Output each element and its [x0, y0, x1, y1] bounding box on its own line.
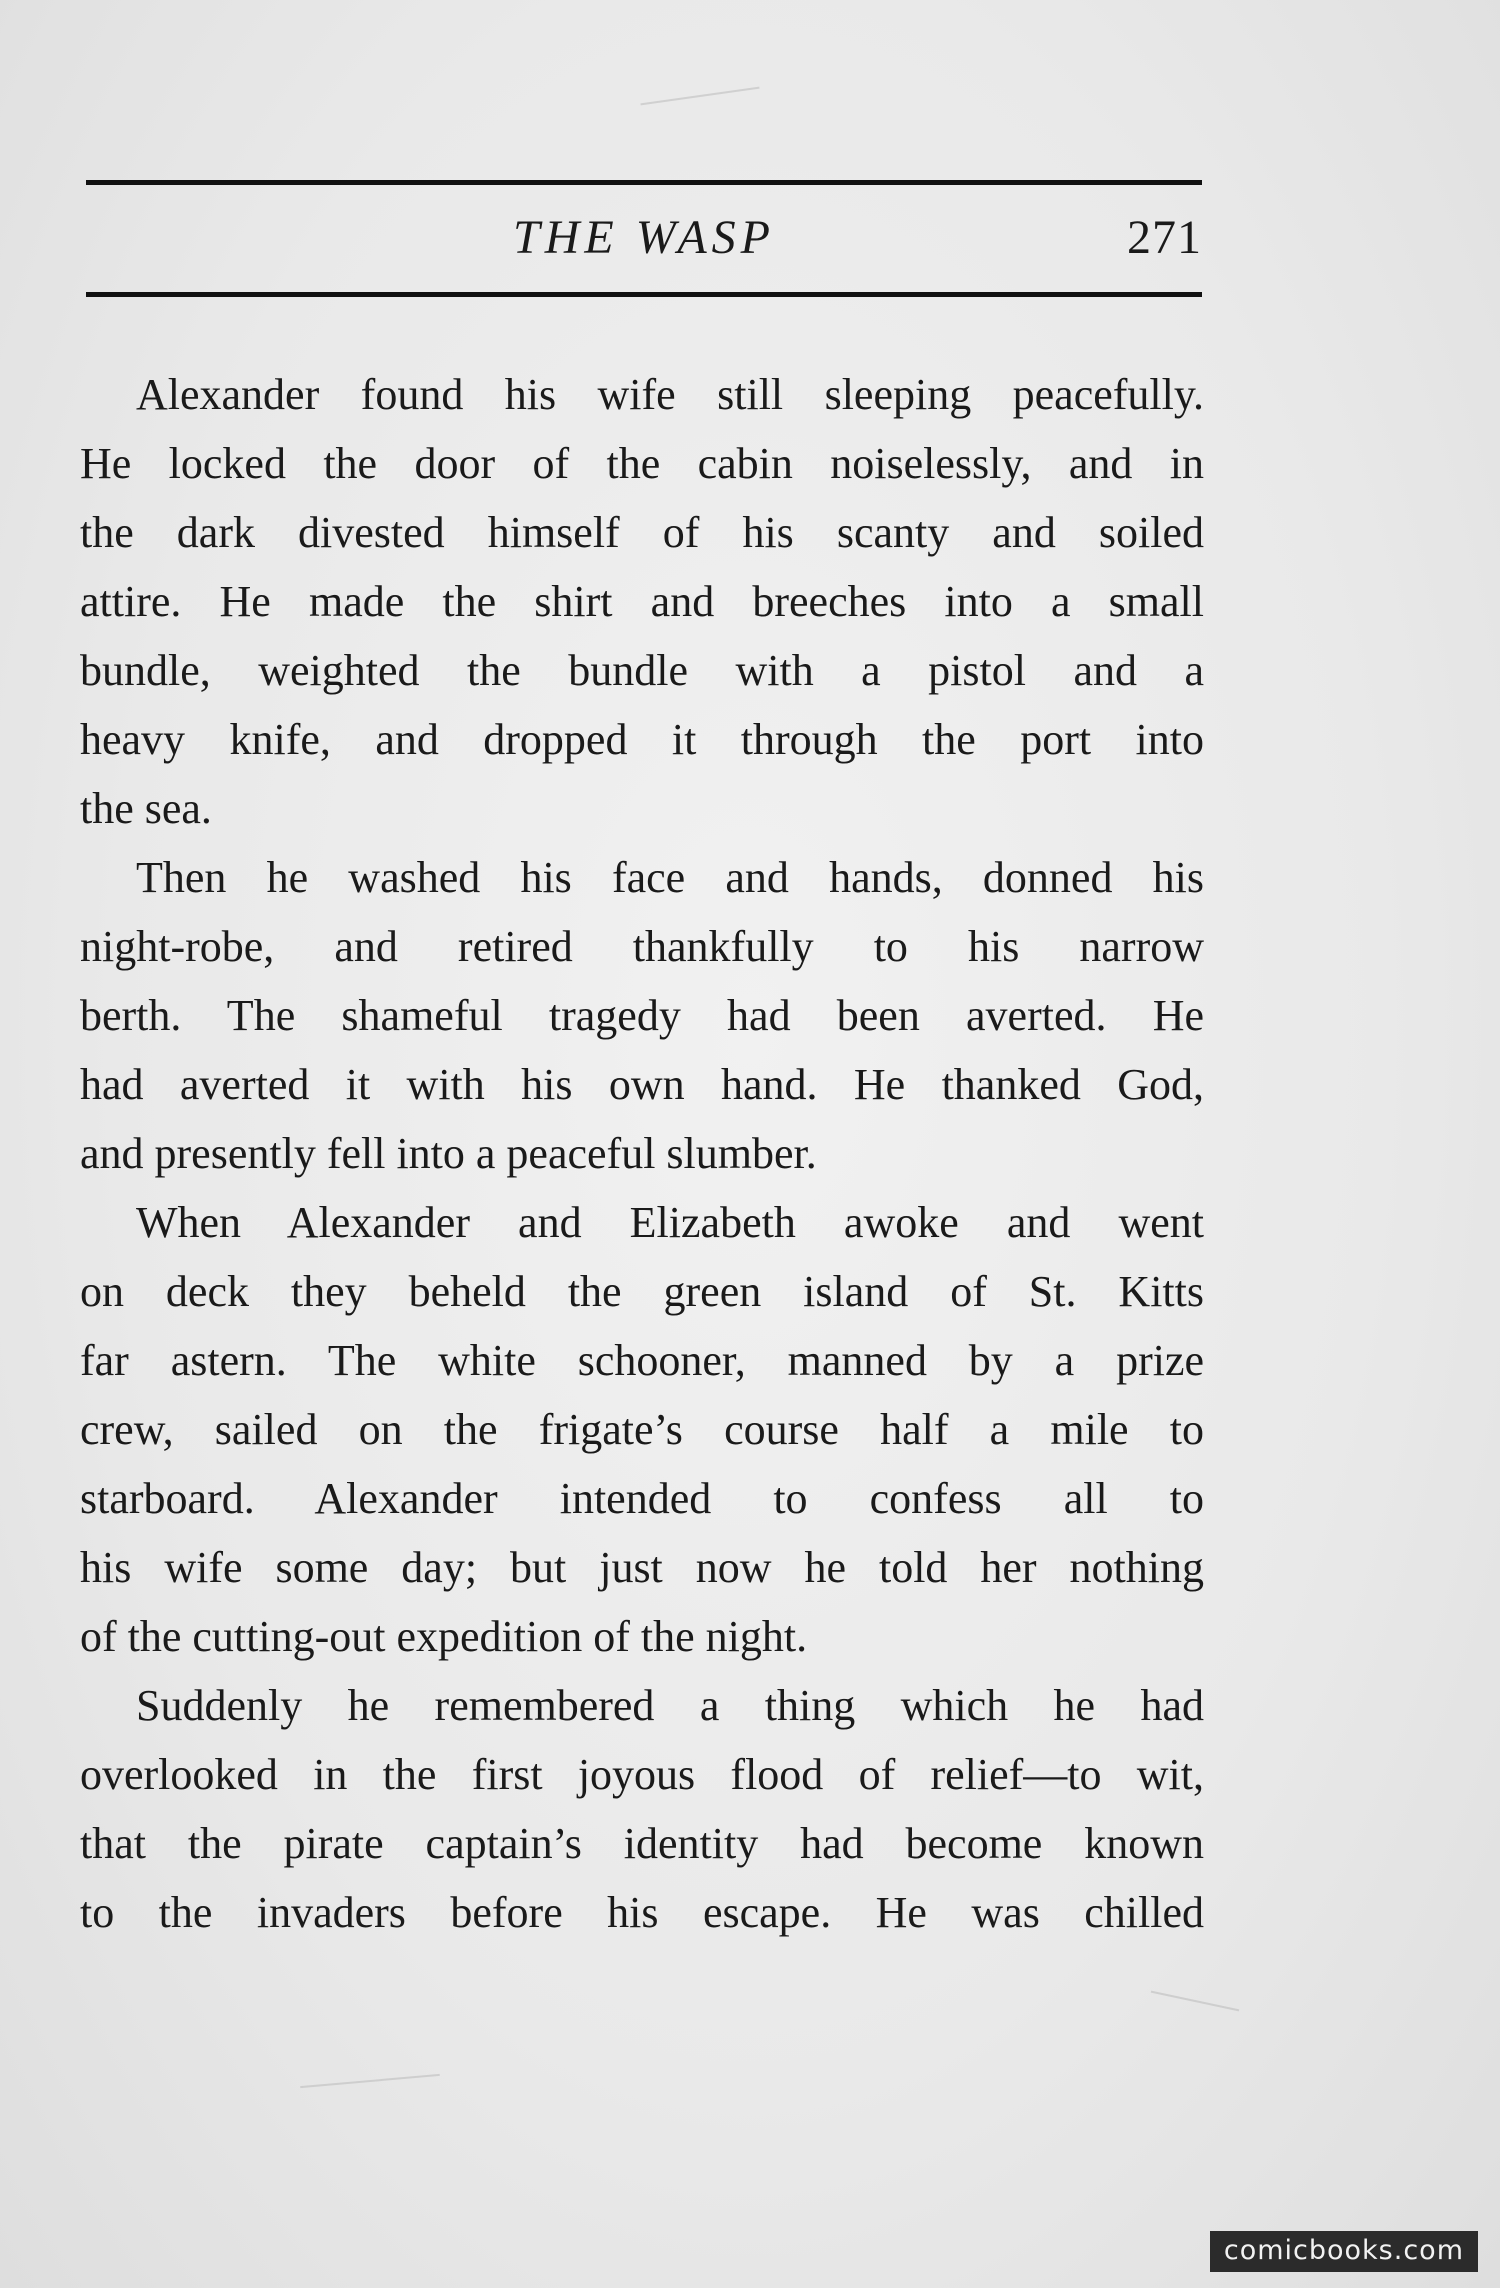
text-line: berth. The shameful tragedy had been averted. He — [80, 991, 1204, 1040]
text-line: of the cutting-out expedition of the night. — [80, 1612, 808, 1661]
text-line: to the invaders before his escape. He was chilled — [80, 1888, 1204, 1937]
paragraph — [80, 1671, 1204, 1947]
text-line: attire. He made the shirt and breeches into a small — [80, 577, 1204, 626]
header-bottom-rule — [86, 292, 1202, 297]
watermark-label: comicbooks.com — [1210, 2231, 1478, 2272]
header-top-rule — [86, 180, 1202, 185]
page-number: 271 — [1127, 211, 1202, 264]
paper-scratch — [300, 2074, 440, 2088]
text-line: far astern. The white schooner, manned by a prize — [80, 1336, 1204, 1385]
text-line: the sea. — [80, 784, 212, 833]
text-line: crew, sailed on the frigate’s course half a mile to — [80, 1405, 1204, 1454]
text-line: heavy knife, and dropped it through the port into — [80, 715, 1204, 764]
text-line: Suddenly he remembered a thing which he had — [136, 1681, 1204, 1730]
paragraph — [80, 1188, 1204, 1671]
text-line: night-robe, and retired thankfully to his narrow — [80, 922, 1204, 971]
text-line: When Alexander and Elizabeth awoke and went — [136, 1198, 1204, 1247]
paragraph — [80, 360, 1204, 843]
text-line: his wife some day; but just now he told her nothing — [80, 1543, 1204, 1592]
running-head — [86, 206, 1202, 266]
text-line: had averted it with his own hand. He thanked God, — [80, 1060, 1204, 1109]
text-line: Then he washed his face and hands, donned his — [136, 853, 1204, 902]
text-line: Alexander found his wife still sleeping peacefully. — [136, 370, 1204, 419]
text-line: starboard. Alexander intended to confess all to — [80, 1474, 1204, 1523]
paper-scratch — [640, 87, 759, 106]
text-line: that the pirate captain’s identity had become known — [80, 1819, 1204, 1868]
text-line: He locked the door of the cabin noiselessly, and in — [80, 439, 1204, 488]
paper-scratch — [1151, 1991, 1239, 2012]
text-line: on deck they beheld the green island of St. Kitts — [80, 1267, 1204, 1316]
paragraph — [80, 843, 1204, 1188]
text-line: overlooked in the first joyous flood of relief—to wit, — [80, 1750, 1204, 1799]
text-line: bundle, weighted the bundle with a pistol and a — [80, 646, 1204, 695]
running-title: THE WASP — [513, 211, 775, 264]
text-line: and presently fell into a peaceful slumber. — [80, 1129, 817, 1178]
body-text — [80, 360, 1204, 1947]
text-line: the dark divested himself of his scanty and soiled — [80, 508, 1204, 557]
